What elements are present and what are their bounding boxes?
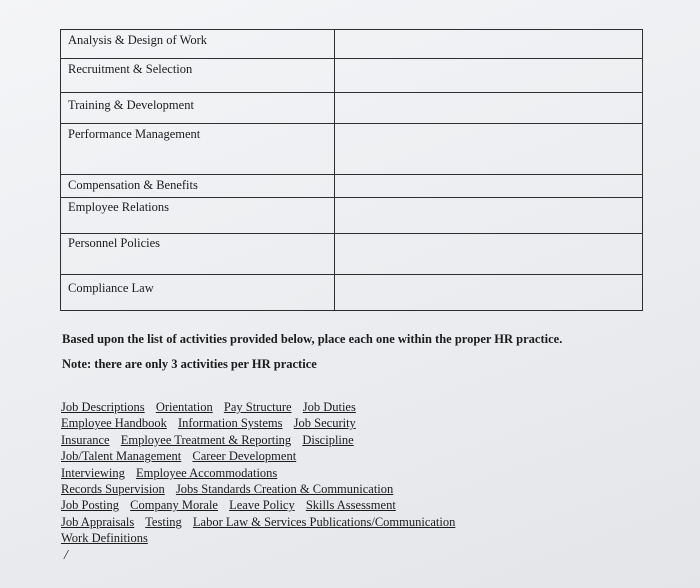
activity-item: Records Supervision	[61, 482, 165, 497]
hr-practice-table	[60, 29, 643, 311]
practice-label: Compensation & Benefits	[61, 175, 335, 198]
activity-item: Job Appraisals	[61, 514, 135, 529]
activity-item: Jobs Standards Creation & Communication	[175, 482, 394, 497]
activity-item: Pay Structure	[223, 400, 292, 414]
practice-label: Recruitment & Selection	[61, 59, 335, 93]
activity-line	[61, 514, 621, 530]
table-row	[61, 59, 643, 93]
table-row	[61, 93, 643, 124]
activity-item: Job Descriptions	[61, 400, 145, 414]
activity-item: Employee Handbook	[61, 416, 167, 431]
activity-item: Job Duties	[302, 400, 356, 414]
activity-line	[61, 465, 621, 481]
activity-item: Employee Accommodations	[136, 465, 278, 480]
activity-item: Insurance	[61, 432, 110, 447]
activity-line	[61, 448, 621, 464]
practice-label: Analysis & Design of Work	[61, 30, 335, 59]
answer-cell[interactable]	[335, 234, 643, 275]
answer-cell[interactable]	[335, 93, 643, 124]
table-row	[61, 30, 643, 59]
activity-item: Employee Treatment & Reporting	[120, 432, 292, 447]
activity-line	[61, 432, 621, 448]
activity-item: Job Posting	[61, 498, 120, 513]
activity-item: Work Definitions	[61, 531, 148, 546]
activity-item: Testing	[145, 514, 182, 529]
activity-line	[61, 399, 621, 415]
practice-label: Employee Relations	[61, 198, 335, 234]
table-row	[61, 275, 643, 311]
activity-item: Career Development	[192, 449, 297, 464]
table-row	[61, 198, 643, 234]
activity-line	[61, 481, 621, 497]
practice-label: Compliance Law	[61, 275, 335, 311]
activity-list	[61, 399, 621, 547]
answer-cell[interactable]	[335, 30, 643, 59]
activity-line	[61, 530, 621, 546]
answer-cell[interactable]	[335, 59, 643, 93]
answer-cell[interactable]	[335, 124, 643, 175]
practice-label: Personnel Policies	[61, 234, 335, 275]
practice-label: Performance Management	[61, 124, 335, 175]
activity-item: Information Systems	[178, 416, 283, 431]
table-row	[61, 124, 643, 175]
activity-line	[61, 415, 621, 431]
answer-cell[interactable]	[335, 175, 643, 198]
answer-cell[interactable]	[335, 275, 643, 311]
note-text: Note: there are only 3 activities per HR practice	[62, 357, 317, 371]
text-cursor-mark: /	[64, 548, 68, 563]
table-row	[61, 234, 643, 275]
activity-item: Discipline	[302, 432, 354, 447]
activity-line	[61, 497, 621, 513]
table-row	[61, 175, 643, 198]
activity-item: Orientation	[155, 400, 213, 414]
instruction-text: Based upon the list of activities provided below, place each one within the proper HR practice.	[62, 332, 563, 346]
practice-label: Training & Development	[61, 93, 335, 124]
activity-item: Job Security	[293, 416, 356, 431]
activity-item: Job/Talent Management	[61, 449, 182, 464]
activity-item: Labor Law & Services Publications/Communication	[192, 514, 456, 529]
activity-item: Skills Assessment	[305, 498, 396, 513]
answer-cell[interactable]	[335, 198, 643, 234]
activity-item: Leave Policy	[229, 498, 295, 513]
activity-item: Company Morale	[130, 498, 218, 513]
activity-item: Interviewing	[61, 465, 125, 480]
